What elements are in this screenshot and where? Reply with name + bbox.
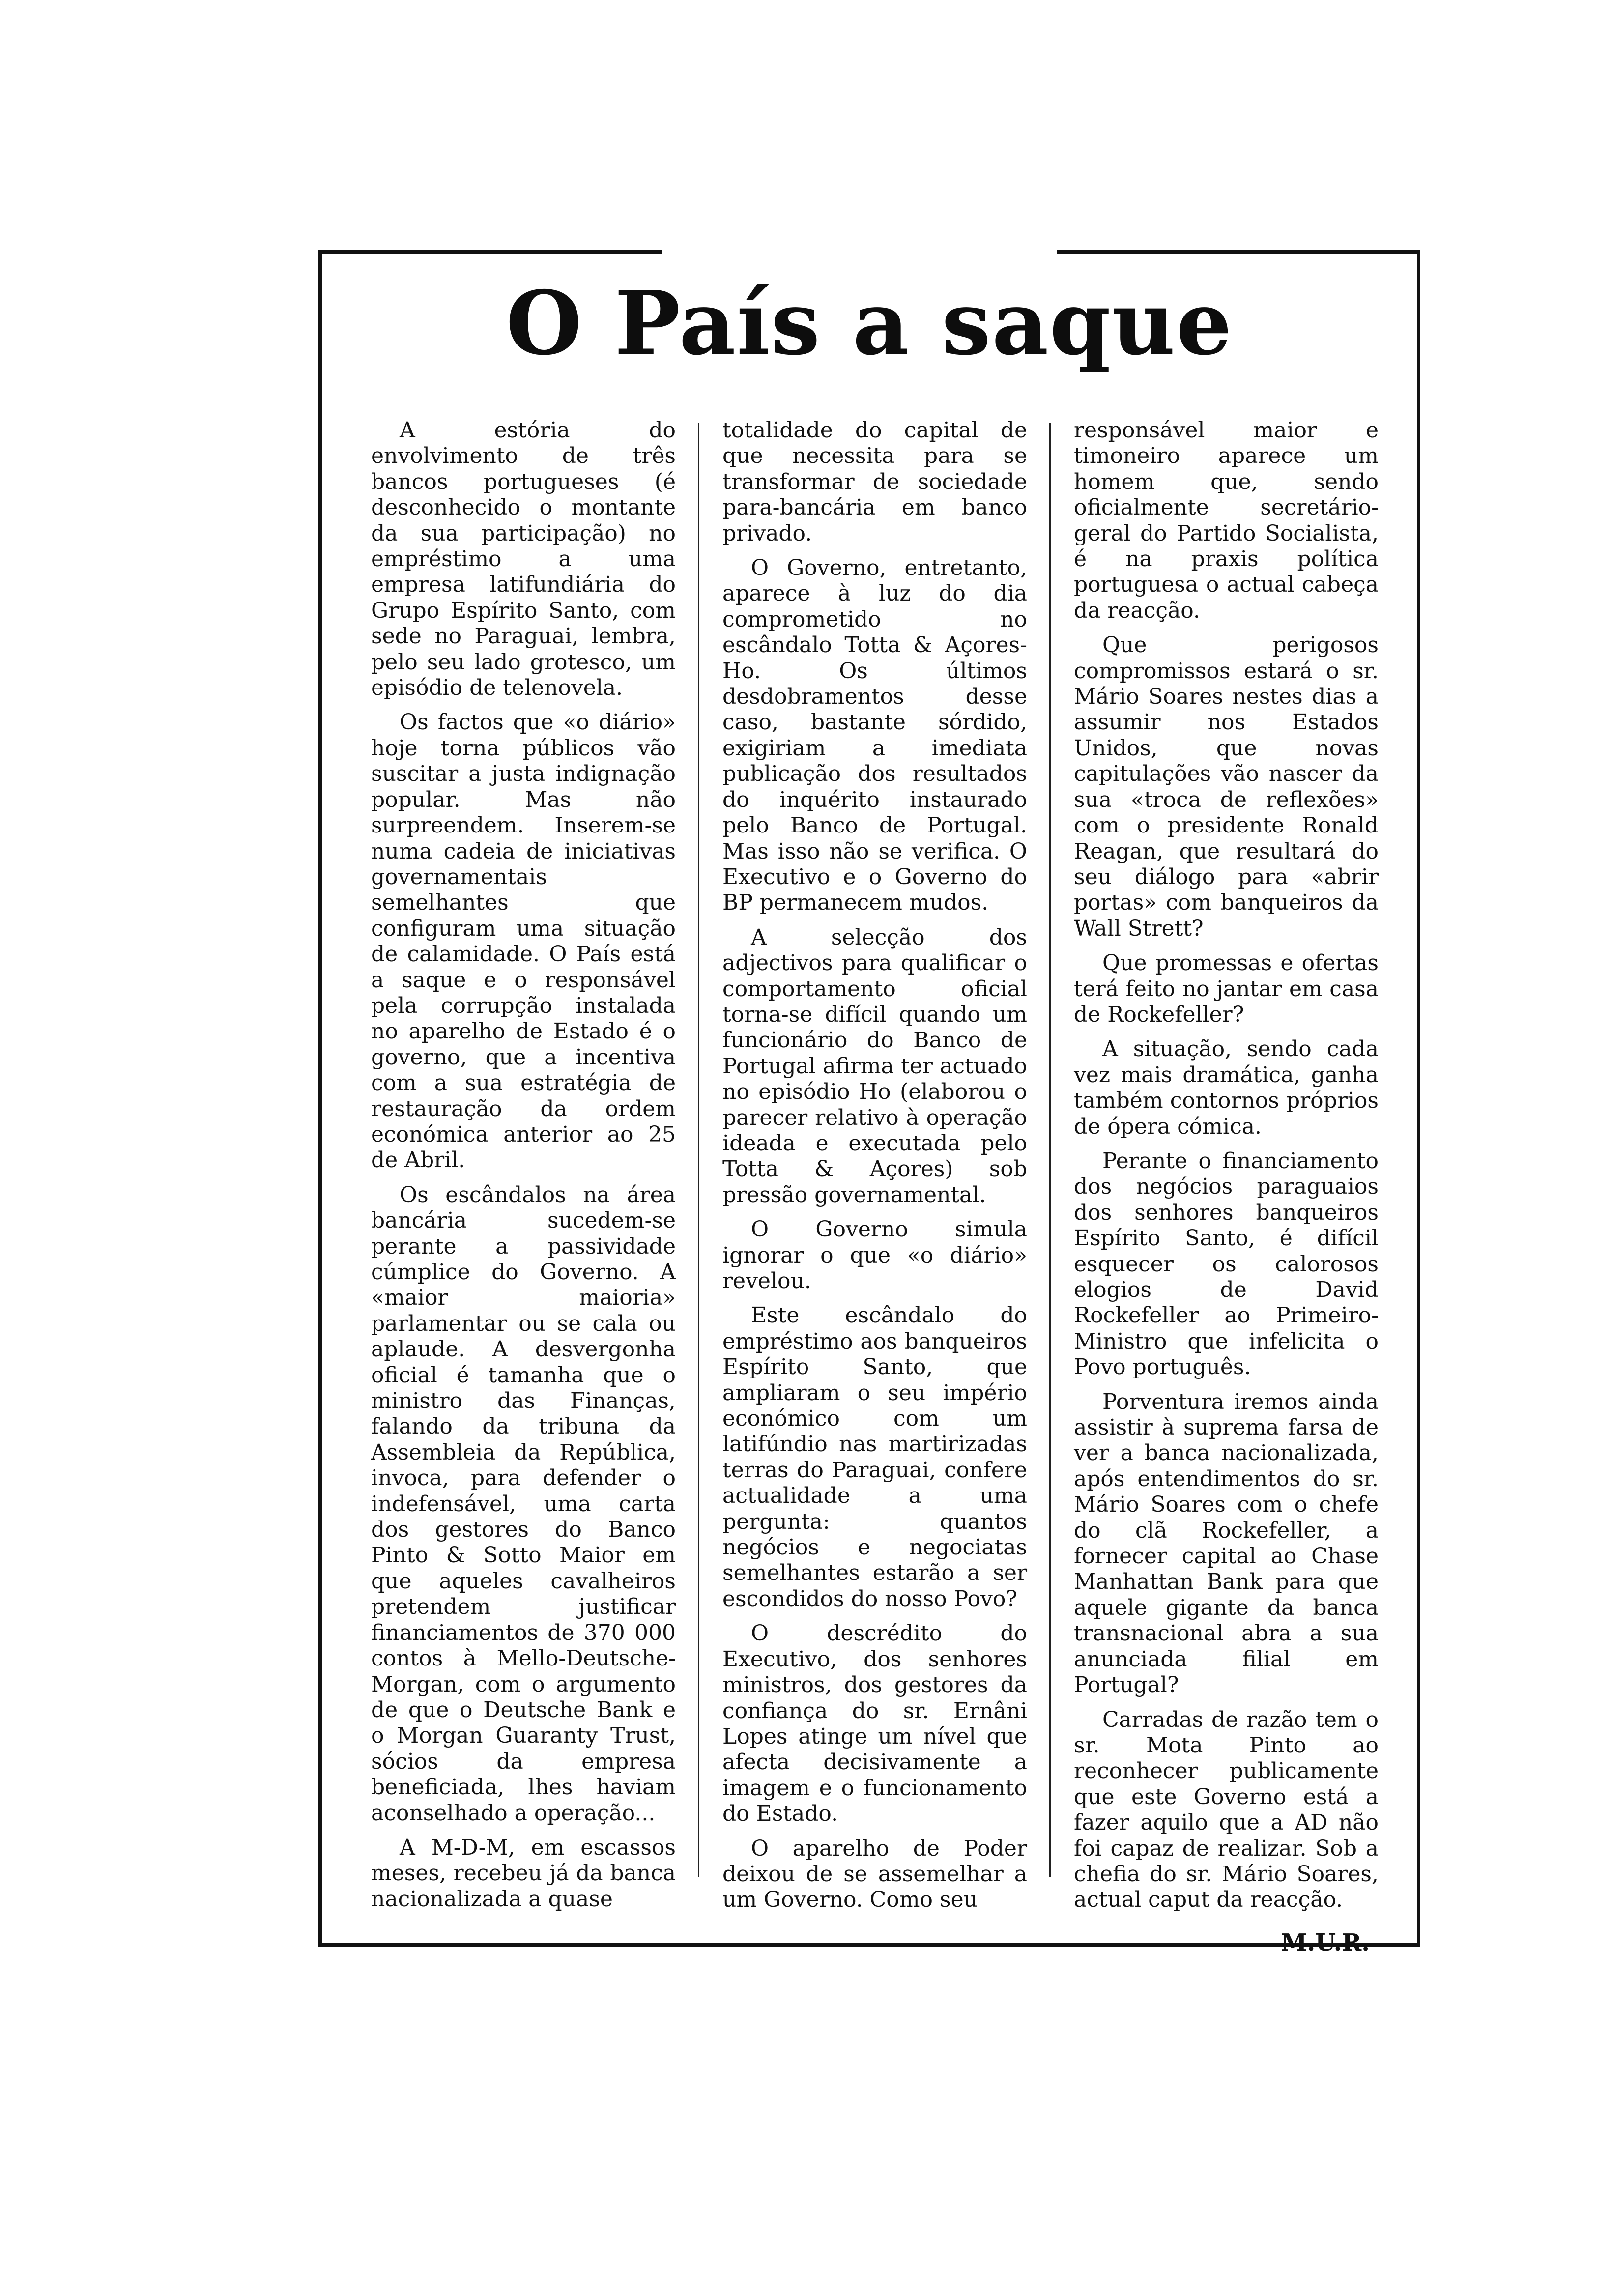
paragraph: A selecção dos adjectivos para qualificar o comportamento oficial torna-se difícil quando um funcionário do Banco de Portugal afirma ter actuado no episódio Ho (elaborou o parecer relativo à operação ideada e executada pelo Totta & Açores) sob pressão governamental. (722, 924, 1027, 1207)
paragraph: Perante o financiamento dos negócios paraguaios dos senhores banqueiros Espírito Santo, é difícil esquecer os calorosos elogios de David Rockefeller ao Primeiro-Ministro que infelicita o Povo português. (1074, 1148, 1379, 1380)
top-rule-right (1057, 250, 1420, 254)
column-1 (371, 418, 676, 1912)
paragraph: Este escândalo do empréstimo aos banqueiros Espírito Santo, que ampliaram o seu império económico com um latifúndio nas martirizadas terras do Paraguai, confere actualidade a uma pergunta: quantos negócios e negociatas semelhantes estarão a ser escondidos do nosso Povo? (722, 1303, 1027, 1611)
headline: O País a saque (506, 272, 1233, 374)
article-columns (371, 418, 1379, 1956)
paragraph: A estória do envolvimento de três bancos portugueses (é desconhecido o montante da sua participação) no empréstimo a uma empresa latifundiária do Grupo Espírito Santo, com sede no Paraguai, lembra, pelo seu lado grotesco, um episódio de telenovela. (371, 418, 676, 701)
paragraph: Carradas de razão tem o sr. Mota Pinto ao reconhecer publicamente que este Governo está a fazer aquilo que a AD não foi capaz de realizar. Sob a chefia do sr. Mário Soares, actual caput da reacção. (1074, 1707, 1379, 1913)
paragraph: O descrédito do Executivo, dos senhores ministros, dos gestores da confiança do sr. Ernâni Lopes atinge um nível que afecta decisivamente a imagem e o funcionamento do Estado. (722, 1621, 1027, 1827)
paragraph: Que promessas e ofertas terá feito no jantar em casa de Rockefeller? (1074, 950, 1379, 1027)
column-2 (722, 418, 1027, 1913)
paragraph: A situação, sendo cada vez mais dramática, ganha também contornos próprios de ópera cómica. (1074, 1036, 1379, 1139)
paragraph: O Governo simula ignorar o que «o diário» revelou. (722, 1217, 1027, 1293)
paragraph: A M-D-M, em escassos meses, recebeu já da banca nacionalizada a quase (371, 1835, 676, 1912)
column-divider (1049, 423, 1051, 1877)
column-3 (1074, 418, 1379, 1956)
article-box (318, 251, 1420, 1956)
column-divider (698, 423, 699, 1877)
paragraph: totalidade do capital de que necessita para se transformar de sociedade para-bancária em banco privado. (722, 418, 1027, 546)
paragraph: O Governo, entretanto, aparece à luz do dia comprometido no escândalo Totta & Açores-Ho. Os últimos desdobramentos desse caso, bastante sórdido, exigiriam a imediata publicação dos resultados do inquérito instaurado pelo Banco de Portugal. Mas isso não se verifica. O Executivo e o Governo do BP permanecem mudos. (722, 555, 1027, 916)
paragraph: Os escândalos na área bancária sucedem-se perante a passividade cúmplice do Governo. A «maior maioria» parlamentar ou se cala ou aplaude. A desvergonha oficial é tamanha que o ministro das Finanças, falando da tribuna da Assembleia da República, invoca, para defender o indefensável, uma carta dos gestores do Banco Pinto & Sotto Maior em que aqueles cavalheiros pretendem justificar financiamentos de 370 000 contos à Mello-Deutsche-Morgan, com o argumento de que o Deutsche Bank e o Morgan Guaranty Trust, sócios da empresa beneficiada, lhes haviam aconselhado a operação... (371, 1182, 676, 1826)
paragraph: responsável maior e timoneiro aparece um homem que, sendo oficialmente secretário-geral do Partido Socialista, é na praxis política portuguesa o actual cabeça da reacção. (1074, 418, 1379, 623)
paragraph: Que perigosos compromissos estará o sr. Mário Soares nestes dias a assumir nos Estados Unidos, que novas capitulações vão nascer da sua «troca de reflexões» com o presidente Ronald Reagan, que resultará do seu diálogo para «abrir portas» com banqueiros da Wall Strett? (1074, 632, 1379, 941)
top-rule-left (318, 250, 662, 254)
author-signature: M.U.R. (1281, 1928, 1370, 1956)
paragraph: Porventura iremos ainda assistir à suprema farsa de ver a banca nacionalizada, após entendimentos do sr. Mário Soares com o chefe do clã Rockefeller, a fornecer capital ao Chase Manhattan Bank para que aquele gigante da banca transnacional abra a sua anunciada filial em Portugal? (1074, 1389, 1379, 1698)
paragraph: O aparelho de Poder deixou de se assemelhar a um Governo. Como seu (722, 1836, 1027, 1913)
paragraph: Os factos que «o diário» hoje torna públicos vão suscitar a justa indignação popular. Mas não surpreendem. Inserem-se numa cadeia de iniciativas governamentais semelhantes que configuram uma situação de calamidade. O País está a saque e o responsável pela corrupção instalada no aparelho de Estado é o governo, que a incentiva com a sua estratégia de restauração da ordem económica anterior ao 25 de Abril. (371, 710, 676, 1173)
